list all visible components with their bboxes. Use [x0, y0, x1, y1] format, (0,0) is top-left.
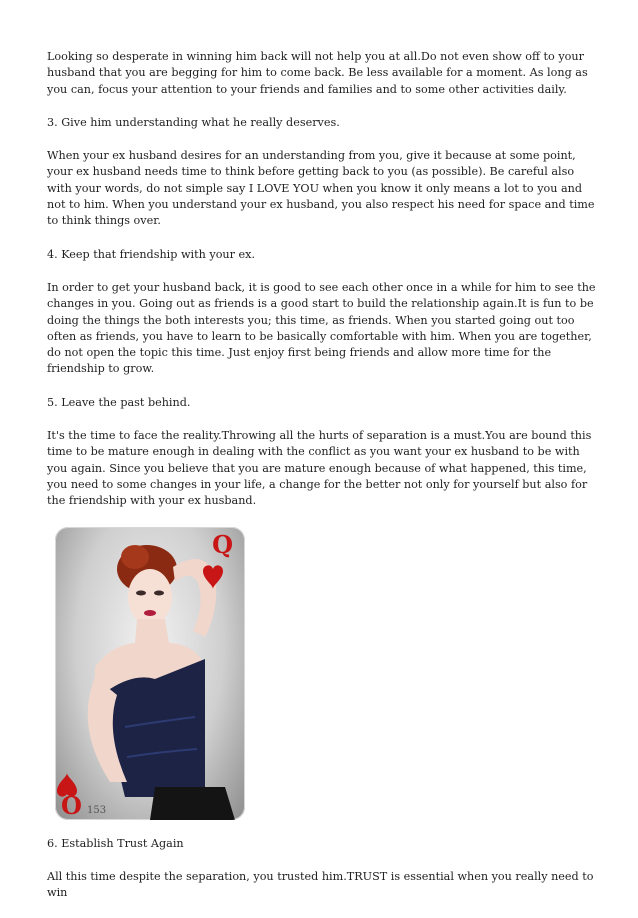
paragraph-step-4: In order to get your husband back, it is good to see each other once in a while for him to see the changes in you. Going out as friends is a good start to build the relationship again.It is fun to be doing the things the both interests you; this time, as friends. When you started going out too often as friends, you have to learn to be basically comfortable with him. When you are together, do not open the topic this time. Just enjoy first being friends and allow more time for the friendship to grow. — [47, 280, 596, 376]
document-body — [47, 49, 599, 918]
heading-step-6: 6. Establish Trust Again — [47, 836, 184, 850]
card-face — [55, 527, 245, 820]
heading-step-3: 3. Give him understanding what he really deserves. — [47, 115, 340, 129]
card-rank-top: Q — [212, 529, 233, 559]
paragraph-step-3: When your ex husband desires for an understanding from you, give it because at some point, your ex husband needs time to think before getting back to you (as possible). Be careful also with your words, do not simple say I LOVE YOU when you know it only means a lot to you and not to him. When you understand your ex husband, you also respect his need for space and time to think things over. — [47, 149, 595, 228]
card-number: 153 — [87, 804, 107, 816]
card-illustration — [55, 527, 245, 820]
heading-step-5: 5. Leave the past behind. — [47, 395, 191, 409]
playing-card-image — [55, 527, 245, 820]
heading-step-4: 4. Keep that friendship with your ex. — [47, 247, 256, 261]
paragraph-step-6: All this time despite the separation, you trusted him.TRUST is essential when you really need to win — [47, 869, 594, 900]
paragraph-intro: Looking so desperate in winning him back will not help you at all.Do not even show off to your husband that you are begging for him to come back. Be less available for a moment. As long as you can, focus your attention to your friends and families and to some other activities daily. — [47, 50, 588, 96]
paragraph-step-5: It's the time to face the reality.Throwing all the hurts of separation is a must.You are bound this time to be mature enough in dealing with the conflict as you want your ex husband to be with you again. Since you believe that you are mature enough because of what happened, this time, you need to some changes in your life, a change for the better not only for yourself but also for the friendship with your ex husband. — [47, 429, 592, 508]
card-rank-bottom: Q — [61, 789, 82, 819]
